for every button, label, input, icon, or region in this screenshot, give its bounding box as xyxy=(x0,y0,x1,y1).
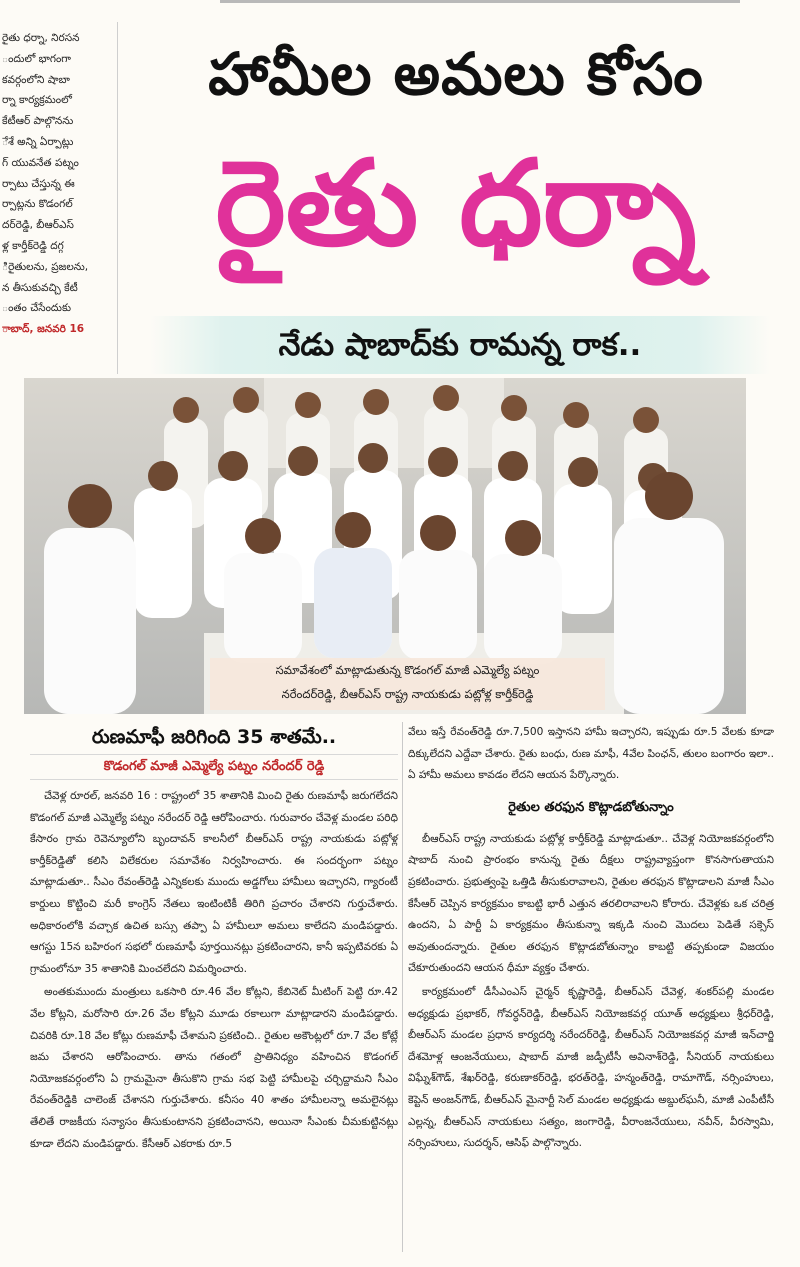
side-line: ర్నా కార్యక్రమంలో xyxy=(2,94,72,107)
article-paragraph: వేలు ఇస్తే రేవంత్‌రెడ్డి రూ.7,500 ఇస్తానని హామీ ఇచ్చారని, ఇప్పుడు రూ.5 వేలకు కూడా దిక్కులేదని ఎద్దేవా చేశారు. రైతు బంధు, రుణ మాఫీ, 4వేల పింఛన్, తులం బంగారం ఇలా.. ఏ హామీ అమలు కావడం లేదని ఆయన పేర్కొన్నారు. xyxy=(408,726,775,782)
side-dateline: ాబాద్, జనవరి 16 xyxy=(2,323,85,336)
article-body-left xyxy=(30,786,398,1155)
side-line: ందులో భాగంగా xyxy=(2,52,71,65)
article-heading: రుణమాఫీ జరిగింది 35 శాతమే.. xyxy=(91,726,337,748)
side-line: న తీసుకువచ్చి కేటీ xyxy=(2,281,78,294)
top-rule xyxy=(220,0,740,3)
side-line: కేటీఆర్ పాల్గొనను xyxy=(2,115,74,128)
side-line: ంతం చేసేందుకు xyxy=(2,302,72,315)
photo-caption-line-1: సమావేశంలో మాట్లాడుతున్న కొడంగల్ మాజీ ఎమ్మెల్యే పట్నం xyxy=(275,663,540,677)
side-column-fragment xyxy=(0,22,118,374)
article-subheading: రైతుల తరఫున కొట్లాడబోతున్నాం xyxy=(508,799,674,815)
side-line: రైతు ధర్నా, నిరసన xyxy=(2,32,80,44)
headline-line-2: రైతు ధర్నా xyxy=(215,134,697,272)
photo-caption xyxy=(210,658,605,710)
article-right-column xyxy=(408,722,774,1262)
side-line: ర్పాట్లను కొడంగల్ xyxy=(2,198,73,211)
article-paragraph: కార్యక్రమంలో డీసీఎంఎస్ చైర్మన్ కృష్ణారెడ్డి, బీఆర్ఎస్ చేవెళ్ల, శంకర్‌పల్లి మండల అధ్యక్షుడు ప్రభాకర్, గోవర్ధన్‌రెడ్డి, బీఆర్ఎస్ నియోజకవర్గ యూత్ అధ్యక్షులు శ్రీధర్‌రెడ్డి, బీఆర్ఎస్ మండల ప్రధాన కార్యదర్శి నరేందర్‌రెడ్డి, బీఆర్ఎస్ నియోజకవర్గ మాజీ ఇన్‌చార్జి దేశమోళ్ల ఆంజనేయులు, షాబాద్ మాజీ జడ్పీటీసీ అవినాశ్‌రెడ్డి, సీనియర్ నాయకులు విఘ్నేశ్‌గౌడ్, శేఖర్‌రెడ్డి, కరుణాకర్‌రెడ్డి, భరత్‌రెడ్డి, హన్మంత్‌రెడ్డి, రామాగౌడ్, నర్సింహులు, కెప్టెన్ అంజన్‌గౌడ్, బీఆర్ఎస్ మైనార్టీ సెల్ మండల అధ్యక్షుడు అబ్దుల్‌ఘనీ, మాజీ ఎంపీటీసీ ఎల్లన్న, బీఆర్ఎస్ నాయకులు సత్యం, జంగారెడ్డి, వీరాంజనేయులు, నవీన్, వీరస్వామి, నర్సింహులు, సుదర్శన్, ఆసిఫ్ పాల్గొన్నారు. xyxy=(408,985,774,1150)
side-line: ిరైతులను, ప్రజలను, xyxy=(2,260,89,273)
headline-line-1: హామీల అమలు కోసం xyxy=(208,40,704,108)
article-paragraph: చేవెళ్ల రూరల్, జనవరి 16 : రాష్ట్రంలో 35 శాతానికి మించి రైతు రుణమాఫీ జరుగలేదని కొడంగల్ మాజీ ఎమ్మెల్యే పట్నం నరేందర్ రెడ్డి ఆరోపించారు. గురువారం చేవెళ్ల మండల పరిధి కేసారం గ్రామ రెవెన్యూలోని బృందావన్ కాలనీలో బీఆర్ఎస్ రాష్ట్ర నాయకుడు పట్లోళ్ల కార్తీక్‌రెడ్డితో కలిసి విలేకరుల సమావేశం నిర్వహించారు. ఈ సందర్భంగా పట్నం మాట్లాడుతూ.. సీఎం రేవంత్‌రెడ్డి ఎన్నికలకు ముందు అడ్డగోలు హామీలు ఇచ్చారని, గ్యారంటీ కార్డులు కొట్టించి మరీ కాంగ్రెస్ నేతలు ఇంటింటికీ తిరిగి ప్రచారం చేశారని గుర్తుచేశారు. అధికారంలోకి వచ్చాక ఉచిత బస్సు తప్పా ఏ హామీలూ అమలు కాలేదని మండిపడ్డారు. ఆగస్టు 15న బహిరంగ సభలో రుణమాఫీ పూర్తయినట్లు ప్రకటించారని, కానీ ఇప్పటివరకు ఏ గ్రామంలోనూ 35 శాతానికి మించలేదని విమర్శించారు. xyxy=(30,790,398,975)
article-paragraph: అంతకుముందు మంత్రులు ఒకసారి రూ.46 వేల కోట్లని, కేబినెట్ మీటింగ్ పెట్టి రూ.42 వేల కోట్లని, మరోసారి రూ.26 వేల కోట్లని మూడు రకాలుగా మాట్లాడారని మండిపడ్డారు. చివరికి రూ.18 వేల కోట్లు రుణమాఫీ చేశామని ప్రకటించి.. రైతుల అకౌంట్లలో రూ.7 వేల కోట్లే జమ చేశారని ఆరోపించారు. తాను గతంలో ప్రాతినిధ్యం వహించిన కొడంగల్ నియోజకవర్గంలోని ఏ గ్రామమైనా తీసుకొని గ్రామ సభ పెట్టి హామీలపై చర్చిద్దామని సీఎం రేవంత్‌రెడ్డికి చాలెంజ్ చేశానని గుర్తుచేశారు. కనీసం 40 శాతం హామీలన్నా అమలైనట్లు తేలితే రాజకీయ సన్యాసం తీసుకుంటానని ప్రకటించానని, అయినా సీఎంకు చీమకుట్టినట్లు కూడా లేదని మండిపడ్డారు. కేసీఆర్ ఎకరాకు రూ.5 xyxy=(30,986,398,1150)
column-divider xyxy=(402,722,403,1252)
side-line: ేశే అన్ని ఏర్పాట్లు xyxy=(2,135,74,148)
article-body-right-continued xyxy=(408,829,774,1155)
photo-caption-line-2: నరేందర్‌రెడ్డి, బీఆర్ఎస్ రాష్ట్ర నాయకుడు పట్లోళ్ల కార్తీక్‌రెడ్డి xyxy=(281,687,534,701)
side-line: కవర్గంలోని షాబా xyxy=(2,73,70,86)
article-left-column xyxy=(30,722,398,1262)
subheadline: నేడు షాబాద్‌కు రామన్న రాక.. xyxy=(278,327,642,363)
side-line: దర్‌రెడ్డి, బీఆర్ఎస్ xyxy=(2,219,74,232)
side-line: ర్పాటు చేస్తున్న ఈ xyxy=(2,177,75,190)
side-line: ళ్ల కార్తీక్‌రెడ్డి దగ్గ xyxy=(2,239,64,252)
article-body-right xyxy=(408,722,774,787)
side-line: గ్ యువనేత పట్నం xyxy=(2,156,79,169)
article-byline: కొడంగల్ మాజీ ఎమ్మెల్యే పట్నం నరేందర్ రెడ్డి xyxy=(30,754,398,780)
article-paragraph: బీఆర్ఎస్ రాష్ట్ర నాయకుడు పట్లోళ్ల కార్తీక్‌రెడ్డి మాట్లాడుతూ.. చేవెళ్ల నియోజకవర్గంలోని షాబాద్ నుంచి ప్రారంభం కానున్న రైతు దీక్షలు రాష్ట్రవ్యాప్తంగా కొనసాగుతాయని ప్రకటించారు. ప్రభుత్వంపై ఒత్తిడి తీసుకురావాలని, రైతుల తరఫున కొట్లాడాలని మాజీ సీఎం కేసీఆర్ చెప్పిన కార్యక్రమం కాబట్టి భారీ ఎత్తున తరలిరావాలని కోరారు. చేవెళ్లకు ఒక చరిత్ర ఉందని, ఏ పార్టీ ఏ కార్యక్రమం తీసుకున్నా ఇక్కడి నుంచి మొదలు పెడితే సక్సెస్ అవుతుందన్నారు. రైతుల తరఫున కొట్లాడబోతున్నాం కాబట్టి తప్పకుండా విజయం చేకూరుతుందని ఆయన ధీమా వ్యక్తం చేశారు. xyxy=(408,832,774,975)
